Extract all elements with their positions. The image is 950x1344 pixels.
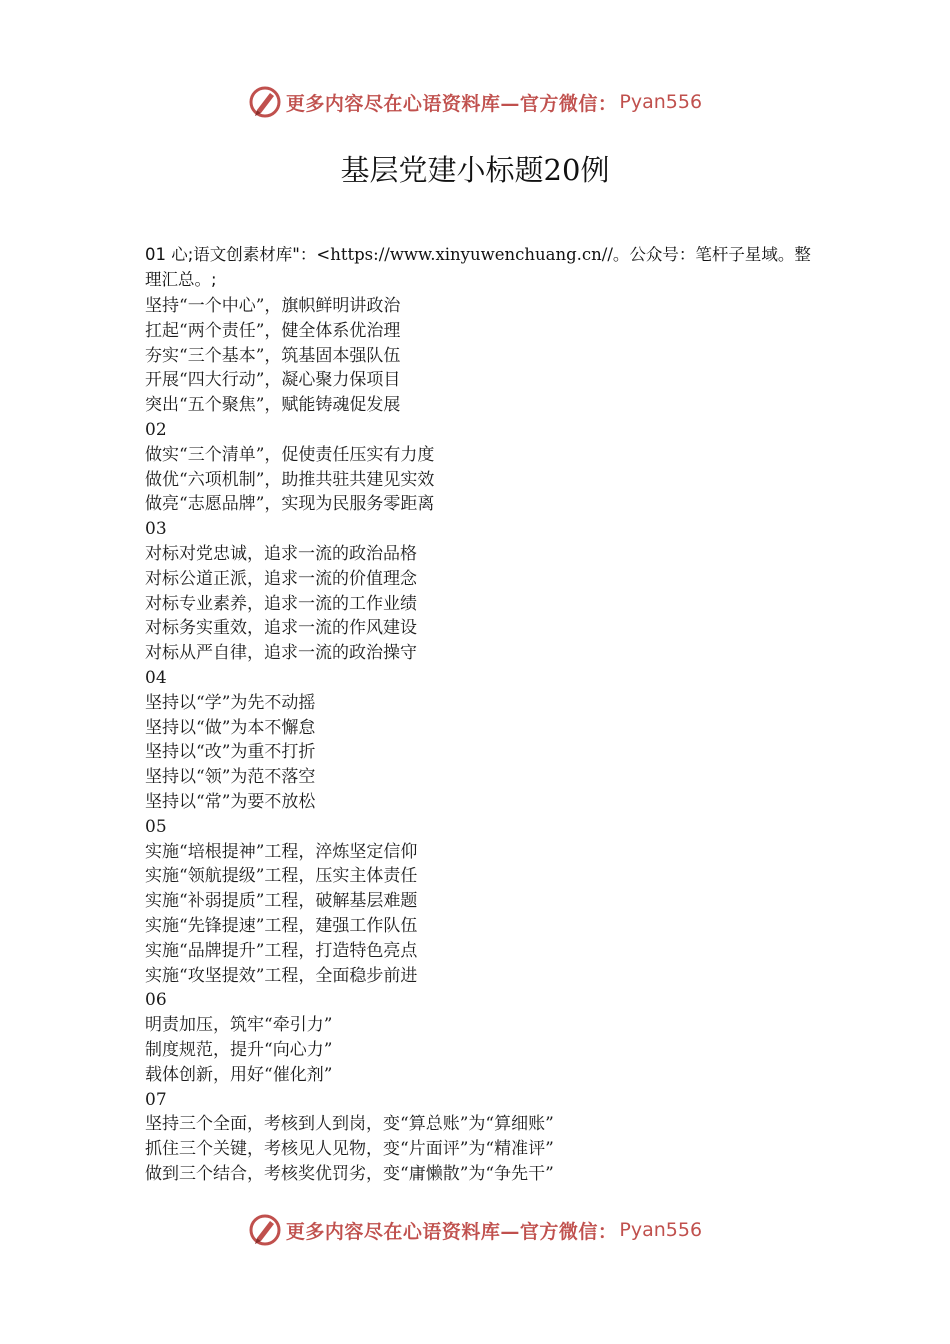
- header-banner: [0, 80, 950, 124]
- headline-line: 明责加压，筑牢“牵引力”: [145, 1015, 333, 1036]
- headline-line: 实施“补弱提质”工程，破解基层难题: [145, 891, 418, 912]
- footer-banner: [0, 1208, 950, 1252]
- section-number: 03: [145, 519, 167, 540]
- section-number: 07: [145, 1089, 167, 1110]
- banner-wechat-id: Pyan556: [619, 91, 703, 113]
- headline-line: 制度规范，提升“向心力”: [145, 1039, 333, 1060]
- banner-text: 更多内容尽在心语资料库—官方微信：: [285, 1220, 618, 1243]
- source-link[interactable]: https://www.xinyuwenchuang.cn//: [330, 245, 613, 264]
- headline-line: 坚持以“改”为重不打折: [145, 742, 316, 763]
- headline-line: 坚持“一个中心”，旗帜鲜明讲政治: [145, 296, 401, 316]
- headline-line: 突出“五个聚焦”，赋能铸魂促发展: [145, 395, 401, 416]
- headline-line: 对标从严自律，追求一流的政治操守: [145, 643, 417, 664]
- section-number: 06: [145, 990, 167, 1011]
- banner-wechat-id: Pyan556: [619, 1219, 703, 1241]
- headline-line: 对标公道正派，追求一流的价值理念: [145, 568, 417, 589]
- headline-line: 实施“领航提级”工程，压实主体责任: [145, 866, 418, 887]
- headline-line: 载体创新，用好“催化剂”: [145, 1064, 333, 1085]
- headline-line: 对标务实重效，追求一流的作风建设: [145, 618, 417, 639]
- section-number: 02: [145, 419, 167, 440]
- headline-line: 做到三个结合，考核奖优罚劣，变“庸懒散”为“争先干”: [145, 1163, 554, 1184]
- banner-text: 更多内容尽在心语资料库—官方微信：: [285, 92, 618, 115]
- headline-line: 坚持三个全面，考核到人到岗，变“算总账”为“算细账”: [145, 1114, 554, 1135]
- pen-logo-icon: [248, 85, 282, 119]
- headline-line: 做优“六项机制”，助推共驻共建见实效: [145, 469, 435, 490]
- headline-line: 坚持以“领”为范不落空: [145, 767, 316, 788]
- pen-logo-icon: [248, 1213, 282, 1247]
- headline-line: 实施“先锋提速”工程，建强工作队伍: [145, 915, 418, 936]
- headline-line: 开展“四大行动”，凝心聚力保项目: [145, 370, 401, 391]
- headline-line: 实施“培根提神”工程，淬炼坚定信仰: [145, 841, 418, 862]
- headline-line: 实施“品牌提升”工程，打造特色亮点: [145, 940, 418, 961]
- page-title: 基层党建小标题20例: [340, 153, 610, 187]
- headline-line: 坚持以“学”为先不动摇: [145, 692, 316, 713]
- headline-line: 夯实“三个基本”，筑基固本强队伍: [145, 345, 401, 366]
- intro-paragraph: [145, 243, 825, 292]
- intro-suffix: 。公众号：笔杆子星域。整理汇总。;: [145, 245, 811, 289]
- headline-line: 对标专业素养，追求一流的工作业绩: [145, 593, 417, 614]
- headline-line: 扛起“两个责任”，健全体系优治理: [145, 320, 401, 341]
- section-number: 04: [145, 667, 167, 688]
- headline-line: 实施“攻坚提效”工程，全面稳步前进: [145, 965, 418, 986]
- headline-line: 坚持以“做”为本不懈怠: [145, 717, 316, 738]
- headline-line: 对标对党忠诚，追求一流的政治品格: [145, 543, 417, 564]
- headline-line: 坚持以“常”为要不放松: [145, 791, 316, 812]
- headline-list: [145, 294, 825, 1187]
- headline-line: 做亮“志愿品牌”，实现为民服务零距离: [145, 494, 435, 515]
- document-body: [145, 243, 825, 1187]
- section-number: 05: [145, 816, 167, 837]
- headline-line: 抓住三个关键，考核见人见物，变“片面评”为“精准评”: [145, 1139, 554, 1160]
- intro-prefix: 01 心;语文创素材库"：<: [145, 245, 331, 264]
- headline-line: 做实“三个清单”，促使责任压实有力度: [145, 444, 435, 465]
